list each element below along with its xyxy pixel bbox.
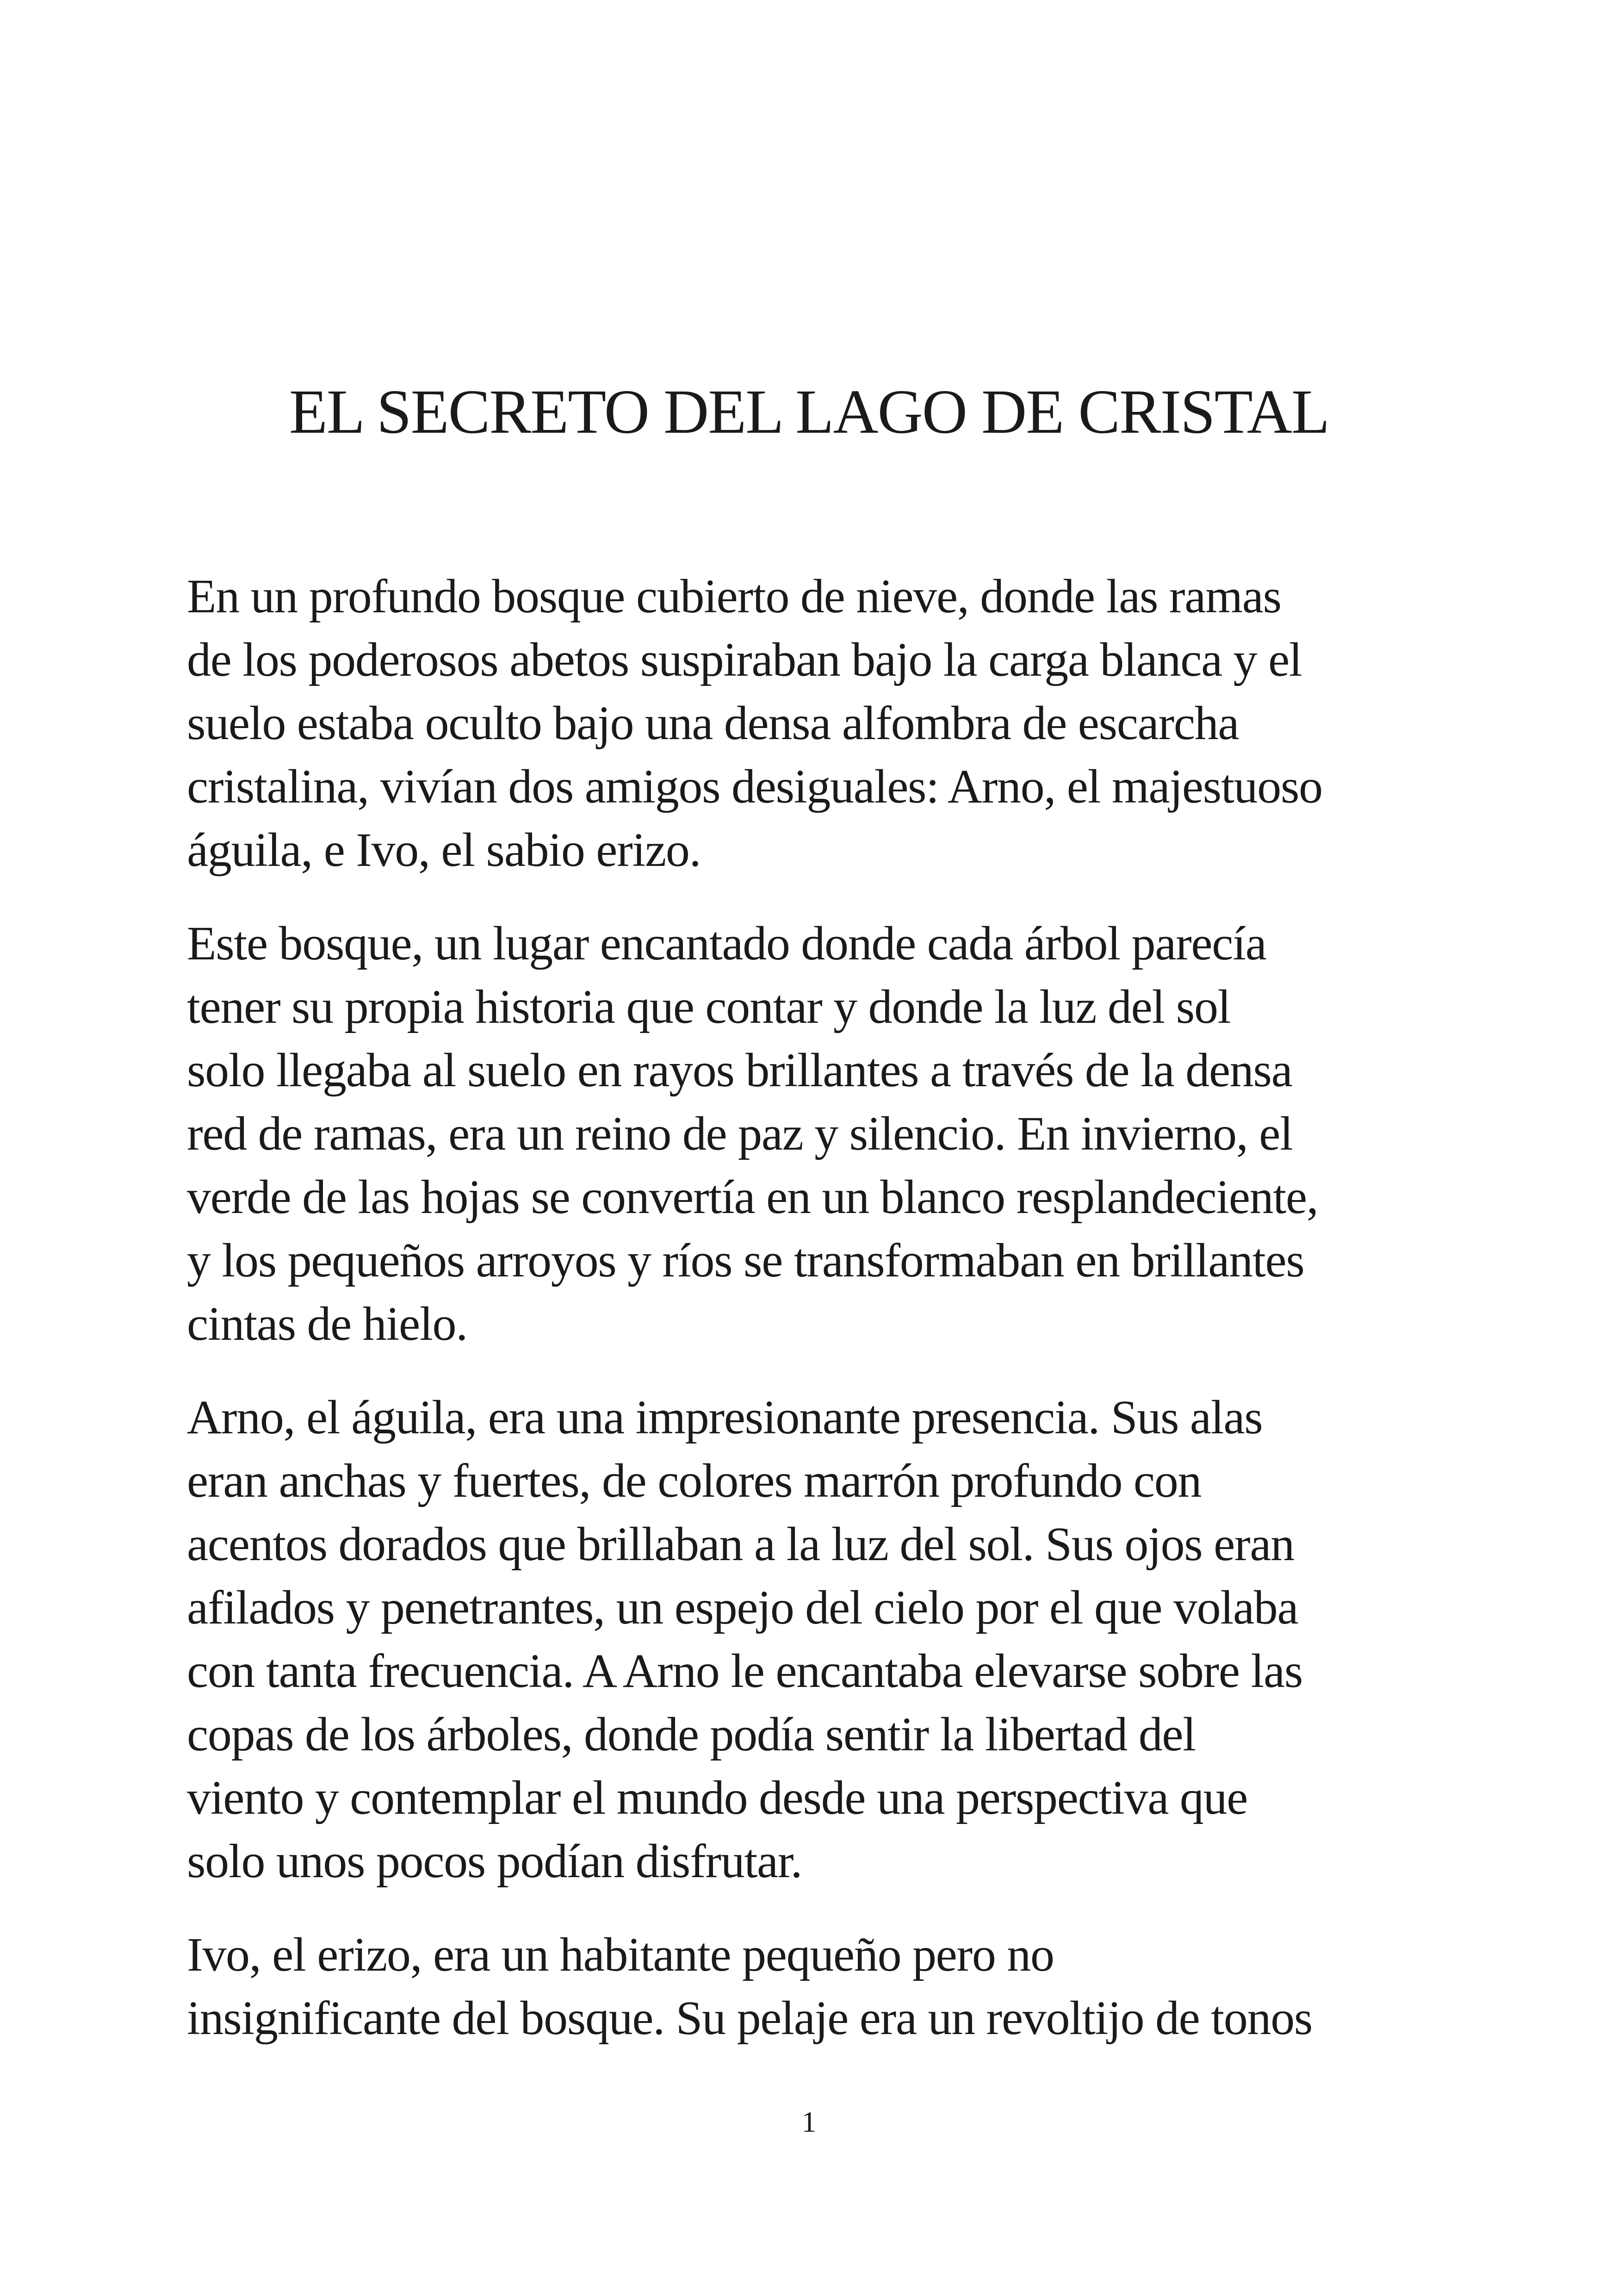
chapter-title: EL SECRETO DEL LAGO DE CRISTAL — [289, 377, 1329, 447]
text-line: de los poderosos abetos suspiraban bajo la carga blanca y el — [187, 633, 1302, 686]
paragraph-3 — [187, 1386, 1473, 1893]
text-line: eran anchas y fuertes, de colores marrón profundo con — [187, 1454, 1202, 1507]
body-text — [187, 565, 1473, 2080]
text-line: solo llegaba al suelo en rayos brillantes a través de la densa — [187, 1044, 1292, 1097]
page-number: 1 — [801, 2105, 817, 2138]
paragraph-2 — [187, 912, 1473, 1356]
text-line: red de ramas, era un reino de paz y silencio. En invierno, el — [187, 1107, 1293, 1160]
text-line: Ivo, el erizo, era un habitante pequeño pero no — [187, 1928, 1054, 1981]
text-line: Arno, el águila, era una impresionante presencia. Sus alas — [187, 1391, 1263, 1444]
paragraph-4 — [187, 1923, 1473, 2050]
text-line: cristalina, vivían dos amigos desiguales: Arno, el majestuoso — [187, 760, 1322, 813]
text-line: Este bosque, un lugar encantado donde cada árbol parecía — [187, 917, 1266, 970]
text-line: con tanta frecuencia. A Arno le encantaba elevarse sobre las — [187, 1644, 1303, 1698]
text-line: insignificante del bosque. Su pelaje era un revoltijo de tonos — [187, 1991, 1313, 2045]
text-line: suelo estaba oculto bajo una densa alfombra de escarcha — [187, 697, 1239, 750]
text-line: copas de los árboles, donde podía sentir la libertad del — [187, 1708, 1196, 1761]
paragraph-1 — [187, 565, 1473, 882]
text-line: viento y contemplar el mundo desde una perspectiva que — [187, 1771, 1248, 1824]
text-line: cintas de hielo. — [187, 1297, 467, 1350]
text-line: afilados y penetrantes, un espejo del cielo por el que volaba — [187, 1581, 1298, 1634]
text-line: acentos dorados que brillaban a la luz del sol. Sus ojos eran — [187, 1518, 1294, 1571]
text-line: águila, e Ivo, el sabio erizo. — [187, 823, 701, 877]
text-line: tener su propia historia que contar y donde la luz del sol — [187, 980, 1231, 1033]
text-line: verde de las hojas se convertía en un blanco resplandeciente, — [187, 1170, 1318, 1224]
text-line: y los pequeños arroyos y ríos se transformaban en brillantes — [187, 1234, 1304, 1287]
text-line: solo unos pocos podían disfrutar. — [187, 1835, 802, 1888]
text-line: En un profundo bosque cubierto de nieve, donde las ramas — [187, 570, 1281, 623]
